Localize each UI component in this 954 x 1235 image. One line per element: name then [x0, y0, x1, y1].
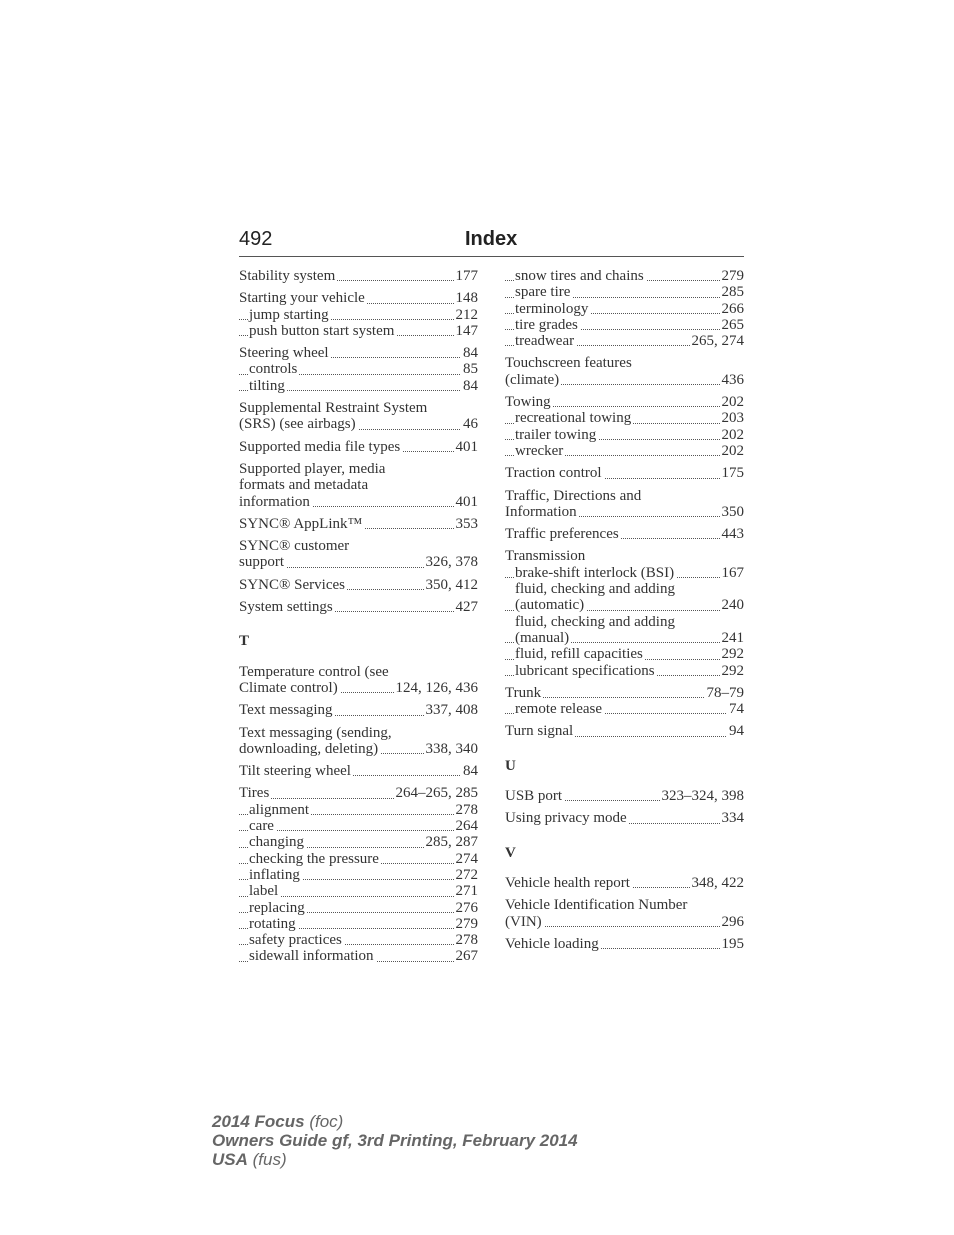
page-reference: 195 [721, 935, 744, 952]
index-entry [239, 345, 478, 394]
page-number: 492 [239, 228, 273, 250]
index-subentry-line [239, 361, 478, 377]
page-reference: 338, 340 [425, 740, 478, 757]
index-subentry-line [505, 597, 744, 613]
page-reference: 46 [463, 416, 478, 433]
index-entry-line [239, 554, 478, 570]
index-entry-line [505, 685, 744, 701]
page-reference: 267 [455, 948, 478, 965]
index-entry [505, 788, 744, 804]
footer [212, 1112, 578, 1169]
index-subentry-line [505, 663, 744, 679]
page-reference: 203 [721, 410, 744, 427]
index-entry [239, 785, 478, 964]
entry-text: Climate control) [239, 679, 338, 696]
page-reference: 175 [721, 465, 744, 482]
page-reference: 285 [721, 284, 744, 301]
index-subentry-line [505, 427, 744, 443]
index-entry-line [239, 741, 478, 757]
index-entry-line [505, 504, 744, 520]
entry-text: SYNC® Services [239, 576, 345, 593]
page-reference: 84 [463, 345, 478, 362]
page-reference: 124, 126, 436 [395, 679, 478, 696]
index-subentry-line [239, 802, 478, 818]
page-reference: 266 [721, 300, 744, 317]
entry-text: controls [249, 361, 298, 378]
entry-text: fluid, checking and adding [515, 581, 675, 598]
entry-text: treadwear [515, 333, 575, 350]
entry-text: Supported media file types [239, 438, 401, 455]
page-reference: 84 [463, 377, 478, 394]
entry-text: USB port [505, 788, 563, 805]
index-entry [239, 290, 478, 339]
footer-line-3 [212, 1150, 578, 1169]
page-reference: 177 [455, 268, 478, 284]
index-entry-line [239, 461, 478, 477]
index-entry-line [239, 680, 478, 696]
entry-text: fluid, refill capacities [515, 646, 643, 663]
entry-text: Tires [239, 785, 270, 802]
page-reference: 147 [455, 322, 478, 339]
entry-text: wrecker [515, 442, 564, 459]
index-subentry-line [505, 410, 744, 426]
footer-market: USA [212, 1150, 248, 1169]
index-section-letter: V [505, 844, 516, 861]
header-rule [239, 256, 744, 257]
footer-line-2 [212, 1131, 578, 1150]
entry-text: tilting [249, 377, 285, 394]
index-entry [505, 810, 744, 826]
footer-model-code: (foc) [304, 1112, 344, 1131]
index-entry [239, 439, 478, 455]
footer-edition: Owners Guide gf, 3rd Printing, February 2014 [212, 1131, 578, 1150]
index-entry-line [239, 290, 478, 306]
entry-text: sidewall information [249, 948, 374, 965]
index-entry [239, 725, 478, 758]
entry-text: Transmission [505, 548, 586, 565]
entry-text: (SRS) (see airbags) [239, 416, 356, 433]
index-entry-line [505, 723, 744, 739]
index-subentry-line [239, 932, 478, 948]
page-reference: 240 [721, 597, 744, 614]
page-reference: 271 [455, 883, 478, 900]
index-entry [239, 516, 478, 532]
index-subentry-line [239, 378, 478, 394]
page-reference: 350, 412 [425, 576, 478, 593]
entry-text: Using privacy mode [505, 810, 627, 827]
index-entry-line [505, 394, 744, 410]
entry-text: Trunk [505, 684, 542, 701]
index-subentry-line [239, 323, 478, 339]
index-entry [505, 268, 744, 349]
entry-text: Traction control [505, 465, 602, 482]
index-subentry-line [239, 851, 478, 867]
index-subentry-line [239, 867, 478, 883]
page-reference: 323–324, 398 [661, 788, 744, 805]
entry-text: jump starting [249, 306, 329, 323]
index-entry-line [239, 599, 478, 615]
entry-text: (VIN) [505, 913, 542, 930]
page-reference: 276 [455, 899, 478, 916]
index-entry [505, 465, 744, 481]
page-reference: 265 [721, 316, 744, 333]
index-entry [505, 394, 744, 459]
entry-text: Stability system [239, 268, 336, 284]
index-entry [239, 702, 478, 718]
page-reference: 274 [455, 850, 478, 867]
index-subentry-line [505, 701, 744, 717]
page-reference: 241 [721, 629, 744, 646]
index-entry [239, 268, 478, 284]
page-reference: 292 [721, 646, 744, 663]
entry-text: Tilt steering wheel [239, 763, 351, 780]
index-entry-line [505, 914, 744, 930]
entry-text: safety practices [249, 932, 342, 949]
index-entry [239, 763, 478, 779]
index-entry-line [505, 810, 744, 826]
page-reference: 278 [455, 932, 478, 949]
page-reference: 292 [721, 662, 744, 679]
index-entry [505, 685, 744, 718]
entry-text: Vehicle health report [505, 874, 630, 891]
entry-text: lubricant specifications [515, 662, 655, 679]
index-entry-line [239, 416, 478, 432]
page-reference: 443 [721, 526, 744, 543]
index-subentry-line [505, 581, 744, 597]
page-reference: 427 [455, 599, 478, 616]
index-entry-line [239, 345, 478, 361]
index-subentry-line [239, 818, 478, 834]
entry-text: brake-shift interlock (BSI) [515, 564, 675, 581]
entry-text: Traffic preferences [505, 526, 619, 543]
entry-text: rotating [249, 915, 296, 932]
index-entry-line [505, 548, 744, 564]
index-subentry-line [505, 646, 744, 662]
index-entry-line [239, 577, 478, 593]
entry-text: recreational towing [515, 410, 632, 427]
entry-text: Supported player, media [239, 460, 386, 477]
index-section-letter: T [239, 633, 250, 650]
index-entry-line [239, 516, 478, 532]
entry-text: alignment [249, 801, 309, 818]
entry-text: Vehicle Identification Number [505, 897, 688, 914]
page-reference: 167 [721, 564, 744, 581]
page-reference: 279 [455, 915, 478, 932]
index-entry [505, 875, 744, 891]
index-entry-line [505, 526, 744, 542]
entry-text: fluid, checking and adding [515, 613, 675, 630]
index-entry [505, 723, 744, 739]
index-entry-line [505, 355, 744, 371]
page-reference: 337, 408 [425, 702, 478, 719]
page-title: Index [465, 228, 518, 250]
entry-text: Vehicle loading [505, 935, 599, 952]
index-entry-line [239, 400, 478, 416]
entry-text: Information [505, 503, 577, 520]
entry-text: formats and metadata [239, 477, 369, 494]
entry-text: (automatic) [515, 597, 585, 614]
page-reference: 350 [721, 503, 744, 520]
index-entry-line [239, 268, 478, 284]
footer-model: 2014 Focus [212, 1112, 305, 1131]
index-entry [505, 488, 744, 521]
index-subentry-line [239, 900, 478, 916]
index-entry-line [239, 725, 478, 741]
index-subentry-line [239, 834, 478, 850]
entry-text: Turn signal [505, 723, 574, 740]
page-reference: 401 [455, 438, 478, 455]
page-reference: 272 [455, 866, 478, 883]
page-reference: 78–79 [706, 684, 744, 701]
index-entry [239, 599, 478, 615]
index-subentry-line [505, 443, 744, 459]
entry-text: Supplemental Restraint System [239, 400, 428, 417]
index-subentry-line [505, 301, 744, 317]
page-reference: 348, 422 [691, 874, 744, 891]
entry-text: snow tires and chains [515, 268, 644, 284]
footer-market-code: (fus) [247, 1150, 287, 1169]
page-reference: 202 [721, 442, 744, 459]
index-entry-line [505, 788, 744, 804]
entry-text: push button start system [249, 322, 395, 339]
footer-line-1 [212, 1112, 578, 1131]
index-entry-line [239, 439, 478, 455]
entry-text: trailer towing [515, 426, 597, 443]
page-reference: 278 [455, 801, 478, 818]
page-reference: 279 [721, 268, 744, 284]
entry-text: System settings [239, 599, 333, 616]
index-subentry-line [505, 630, 744, 646]
index-subentry-line [505, 565, 744, 581]
index-entry [505, 548, 744, 678]
page-reference: 265, 274 [691, 333, 744, 350]
entry-text: Steering wheel [239, 345, 329, 362]
index-entry-line [239, 785, 478, 801]
page-reference: 334 [721, 810, 744, 827]
page-reference: 296 [721, 913, 744, 930]
index-entry [505, 897, 744, 930]
entry-text: label [249, 883, 279, 900]
index-entry [505, 936, 744, 952]
index-entry [505, 526, 744, 542]
index-subentry-line [505, 333, 744, 349]
entry-text: Towing [505, 394, 551, 411]
entry-text: information [239, 493, 310, 510]
entry-text: terminology [515, 300, 589, 317]
entry-text: Text messaging [239, 702, 333, 719]
index-subentry-line [239, 307, 478, 323]
entry-text: (manual) [515, 629, 570, 646]
index-column-left [239, 268, 478, 971]
entry-text: Touchscreen features [505, 355, 632, 372]
index-column-right [505, 268, 744, 958]
page-reference: 264–265, 285 [395, 785, 478, 802]
index-entry-line [239, 477, 478, 493]
page-reference: 202 [721, 426, 744, 443]
index-entry-line [239, 702, 478, 718]
index-entry-line [239, 494, 478, 510]
page-reference: 85 [463, 361, 478, 378]
page-reference: 212 [455, 306, 478, 323]
entry-text: Temperature control (see [239, 663, 389, 680]
page-reference: 436 [721, 371, 744, 388]
index-section-letter: U [505, 757, 516, 774]
entry-text: Traffic, Directions and [505, 487, 642, 504]
page-header [239, 228, 744, 258]
index-subentry-line [239, 883, 478, 899]
index-entry [239, 577, 478, 593]
page-reference: 264 [455, 818, 478, 835]
entry-text: SYNC® AppLink™ [239, 515, 363, 532]
page-reference: 84 [463, 763, 478, 780]
entry-text: replacing [249, 899, 305, 916]
index-subentry-line [505, 284, 744, 300]
entry-text: checking the pressure [249, 850, 379, 867]
entry-text: remote release [515, 701, 603, 718]
entry-text: changing [249, 834, 304, 851]
index-subentry-line [505, 614, 744, 630]
index-entry [239, 664, 478, 697]
index-subentry-line [505, 268, 744, 284]
page-reference: 353 [455, 515, 478, 532]
entry-text: (climate) [505, 371, 560, 388]
index-subentry-line [239, 948, 478, 964]
page-reference: 74 [729, 701, 744, 718]
index-entry-line [239, 664, 478, 680]
index-entry-line [505, 875, 744, 891]
entry-text: care [249, 818, 274, 835]
entry-text: SYNC® customer [239, 538, 350, 555]
index-entry-line [239, 538, 478, 554]
index-entry [239, 538, 478, 571]
entry-text: support [239, 554, 284, 571]
index-entry-line [505, 372, 744, 388]
entry-text: inflating [249, 866, 300, 883]
index-subentry-line [239, 916, 478, 932]
page-reference: 326, 378 [425, 554, 478, 571]
index-entry [239, 400, 478, 433]
page-reference: 94 [729, 723, 744, 740]
index-entry-line [505, 897, 744, 913]
index-entry-line [505, 936, 744, 952]
entry-text: Text messaging (sending, [239, 724, 392, 741]
page-reference: 202 [721, 394, 744, 411]
entry-text: Starting your vehicle [239, 290, 365, 307]
index-entry-line [505, 488, 744, 504]
entry-text: spare tire [515, 284, 571, 301]
page-reference: 401 [455, 493, 478, 510]
index-entry [505, 355, 744, 388]
index-entry-line [505, 465, 744, 481]
entry-text: tire grades [515, 316, 578, 333]
index-entry [239, 461, 478, 510]
page-reference: 148 [455, 290, 478, 307]
index-subentry-line [505, 317, 744, 333]
index-entry-line [239, 763, 478, 779]
entry-text: downloading, deleting) [239, 740, 379, 757]
page-reference: 285, 287 [425, 834, 478, 851]
